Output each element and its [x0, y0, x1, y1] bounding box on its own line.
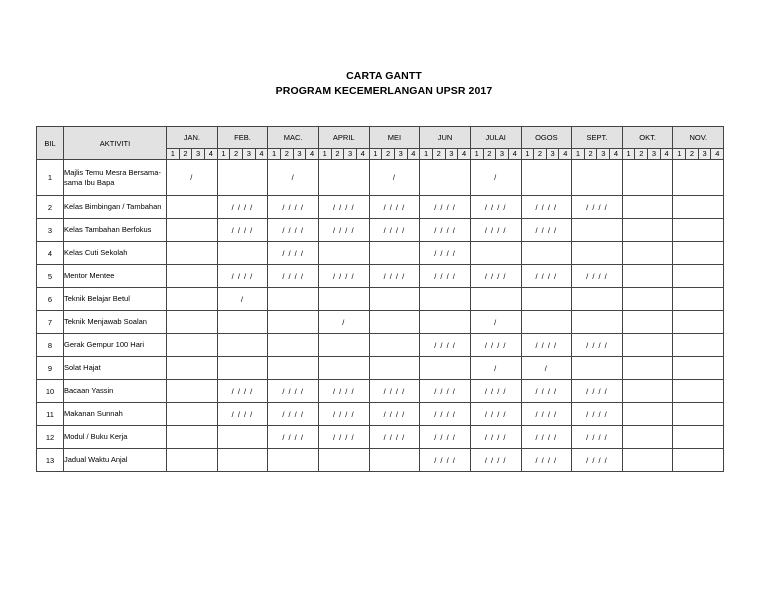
month-cell: / / / /: [369, 219, 420, 242]
header-week: 1: [369, 149, 382, 160]
row-number: 7: [37, 311, 64, 334]
header-month: APRIL: [318, 127, 369, 149]
row-number: 3: [37, 219, 64, 242]
month-cell: [622, 288, 673, 311]
month-cell: / / / /: [572, 449, 623, 472]
month-cell: [217, 357, 268, 380]
month-cell: / / / /: [572, 403, 623, 426]
month-cell: [217, 449, 268, 472]
month-cell: [268, 449, 319, 472]
month-cell: [318, 449, 369, 472]
table-row: [37, 426, 724, 449]
table-row: [37, 219, 724, 242]
row-activity: Teknik Belajar Betul: [64, 288, 167, 311]
month-cell: / / / /: [521, 449, 572, 472]
header-week: 3: [546, 149, 559, 160]
header-week: 4: [458, 149, 471, 160]
table-row: [37, 196, 724, 219]
month-cell: / / / /: [521, 380, 572, 403]
header-week: 2: [584, 149, 597, 160]
gantt-chart-table: [36, 126, 724, 472]
month-cell: / / / /: [470, 403, 521, 426]
month-cell: [470, 288, 521, 311]
month-cell: [673, 311, 724, 334]
month-cell: [673, 380, 724, 403]
month-cell: /: [268, 160, 319, 196]
month-cell: [572, 357, 623, 380]
month-cell: [622, 311, 673, 334]
month-cell: [673, 334, 724, 357]
header-month: MAC.: [268, 127, 319, 149]
month-cell: [167, 334, 218, 357]
month-cell: / / / /: [217, 219, 268, 242]
month-cell: [167, 265, 218, 288]
header-week: 2: [331, 149, 344, 160]
month-cell: [521, 288, 572, 311]
month-cell: / / / /: [268, 242, 319, 265]
row-activity: Kelas Tambahan Berfokus: [64, 219, 167, 242]
month-cell: [622, 403, 673, 426]
month-cell: / / / /: [369, 426, 420, 449]
month-cell: [673, 160, 724, 196]
month-cell: [622, 160, 673, 196]
header-week: 2: [382, 149, 395, 160]
month-cell: [622, 265, 673, 288]
header-week: 4: [711, 149, 724, 160]
table-row: [37, 160, 724, 196]
table-row: [37, 357, 724, 380]
month-cell: [167, 426, 218, 449]
month-cell: [369, 288, 420, 311]
header-week: 2: [686, 149, 699, 160]
header-week: 3: [597, 149, 610, 160]
month-cell: / / / /: [420, 380, 471, 403]
row-number: 5: [37, 265, 64, 288]
month-cell: / / / /: [572, 380, 623, 403]
month-cell: [167, 449, 218, 472]
month-cell: [217, 160, 268, 196]
row-number: 9: [37, 357, 64, 380]
month-cell: / / / /: [217, 196, 268, 219]
header-week: 4: [407, 149, 420, 160]
header-week: 2: [534, 149, 547, 160]
row-activity: Gerak Gempur 100 Hari: [64, 334, 167, 357]
month-cell: / / / /: [268, 219, 319, 242]
header-week: 1: [268, 149, 281, 160]
month-cell: /: [167, 160, 218, 196]
month-cell: / / / /: [318, 403, 369, 426]
month-cell: [369, 334, 420, 357]
row-activity: Jadual Waktu Anjal: [64, 449, 167, 472]
header-month: OGOS: [521, 127, 572, 149]
month-cell: /: [470, 160, 521, 196]
month-cell: / / / /: [470, 334, 521, 357]
month-cell: /: [470, 311, 521, 334]
month-cell: [420, 288, 471, 311]
row-number: 11: [37, 403, 64, 426]
month-cell: / / / /: [369, 265, 420, 288]
month-cell: [622, 426, 673, 449]
header-week: 2: [230, 149, 243, 160]
row-number: 2: [37, 196, 64, 219]
month-cell: [673, 196, 724, 219]
header-week: 1: [622, 149, 635, 160]
month-cell: [622, 219, 673, 242]
month-cell: / / / /: [268, 426, 319, 449]
month-cell: [167, 196, 218, 219]
month-cell: / / / /: [470, 219, 521, 242]
month-cell: [167, 219, 218, 242]
row-activity: Modul / Buku Kerja: [64, 426, 167, 449]
table-body: [37, 160, 724, 472]
row-activity: Mentor Mentee: [64, 265, 167, 288]
header-week: 4: [508, 149, 521, 160]
table-row: [37, 265, 724, 288]
month-cell: / / / /: [521, 334, 572, 357]
month-cell: / / / /: [420, 334, 471, 357]
header-month: MEI: [369, 127, 420, 149]
month-cell: / / / /: [521, 219, 572, 242]
header-month: OKT.: [622, 127, 673, 149]
month-cell: / / / /: [572, 196, 623, 219]
header-week: 4: [255, 149, 268, 160]
month-cell: / / / /: [521, 403, 572, 426]
month-cell: [268, 288, 319, 311]
month-cell: [318, 357, 369, 380]
row-number: 6: [37, 288, 64, 311]
month-cell: [673, 219, 724, 242]
month-cell: [572, 219, 623, 242]
month-cell: / / / /: [268, 265, 319, 288]
month-cell: [369, 311, 420, 334]
month-cell: / / / /: [217, 380, 268, 403]
month-cell: [673, 242, 724, 265]
month-cell: / / / /: [420, 196, 471, 219]
month-cell: / / / /: [268, 403, 319, 426]
month-cell: [369, 449, 420, 472]
month-cell: [420, 311, 471, 334]
row-number: 4: [37, 242, 64, 265]
month-cell: / / / /: [318, 426, 369, 449]
header-week: 4: [610, 149, 623, 160]
header-week: 3: [242, 149, 255, 160]
header-month: JULAI: [470, 127, 521, 149]
month-cell: / / / /: [318, 380, 369, 403]
month-cell: [369, 357, 420, 380]
month-cell: [673, 357, 724, 380]
month-cell: / / / /: [369, 196, 420, 219]
month-cell: [572, 288, 623, 311]
month-cell: [673, 403, 724, 426]
month-cell: / / / /: [521, 265, 572, 288]
month-cell: [268, 357, 319, 380]
row-activity: Teknik Menjawab Soalan: [64, 311, 167, 334]
month-cell: / / / /: [268, 196, 319, 219]
month-cell: / / / /: [470, 426, 521, 449]
row-number: 1: [37, 160, 64, 196]
header-week: 4: [660, 149, 673, 160]
month-cell: / / / /: [470, 380, 521, 403]
month-cell: /: [470, 357, 521, 380]
month-cell: [167, 380, 218, 403]
header-week: 2: [179, 149, 192, 160]
table-row: [37, 242, 724, 265]
month-cell: [521, 242, 572, 265]
header-week: 1: [420, 149, 433, 160]
month-cell: [572, 160, 623, 196]
month-cell: /: [318, 311, 369, 334]
month-cell: [572, 242, 623, 265]
month-cell: [369, 242, 420, 265]
header-month: JAN.: [167, 127, 218, 149]
month-cell: [470, 242, 521, 265]
month-cell: / / / /: [572, 426, 623, 449]
table-row: [37, 403, 724, 426]
month-cell: / / / /: [420, 242, 471, 265]
table-row: [37, 380, 724, 403]
month-cell: [622, 196, 673, 219]
month-cell: / / / /: [318, 196, 369, 219]
row-activity: Majlis Temu Mesra Bersama-sama Ibu Bapa: [64, 160, 167, 196]
month-cell: / / / /: [470, 449, 521, 472]
header-week: 2: [432, 149, 445, 160]
month-cell: / / / /: [420, 449, 471, 472]
month-cell: [217, 334, 268, 357]
month-cell: / / / /: [572, 265, 623, 288]
header-week: 1: [572, 149, 585, 160]
month-cell: / / / /: [369, 380, 420, 403]
month-cell: [572, 311, 623, 334]
header-week: 3: [192, 149, 205, 160]
month-cell: [318, 334, 369, 357]
row-number: 10: [37, 380, 64, 403]
month-cell: /: [521, 357, 572, 380]
header-week: 2: [280, 149, 293, 160]
month-cell: / / / /: [268, 380, 319, 403]
header-week: 1: [521, 149, 534, 160]
month-cell: / / / /: [420, 265, 471, 288]
header-week: 3: [496, 149, 509, 160]
month-cell: / / / /: [470, 196, 521, 219]
table-row: [37, 449, 724, 472]
header-week: 1: [167, 149, 180, 160]
header-month: NOV.: [673, 127, 724, 149]
header-week: 3: [394, 149, 407, 160]
month-cell: [217, 311, 268, 334]
month-cell: [420, 357, 471, 380]
table-row: [37, 311, 724, 334]
month-cell: / / / /: [521, 426, 572, 449]
row-activity: Makanan Sunnah: [64, 403, 167, 426]
month-cell: / / / /: [521, 196, 572, 219]
table-row: [37, 334, 724, 357]
month-cell: [521, 160, 572, 196]
header-week: 4: [356, 149, 369, 160]
header-week: 4: [204, 149, 217, 160]
header-bil: BIL: [37, 127, 64, 160]
month-cell: [318, 288, 369, 311]
month-cell: [217, 426, 268, 449]
table-header: [37, 127, 724, 160]
month-cell: [167, 311, 218, 334]
header-month: SEPT.: [572, 127, 623, 149]
month-cell: [167, 288, 218, 311]
month-cell: /: [217, 288, 268, 311]
month-cell: [167, 403, 218, 426]
header-week: 4: [559, 149, 572, 160]
month-cell: / / / /: [420, 426, 471, 449]
row-activity: Kelas Bimbingan / Tambahan: [64, 196, 167, 219]
month-cell: / / / /: [318, 265, 369, 288]
document-subtitle: PROGRAM KECEMERLANGAN UPSR 2017: [275, 85, 493, 97]
document-title: CARTA GANTT: [346, 70, 422, 82]
month-cell: / / / /: [572, 334, 623, 357]
header-week: 4: [306, 149, 319, 160]
header-week: 3: [344, 149, 357, 160]
month-cell: [167, 357, 218, 380]
month-cell: [673, 449, 724, 472]
month-cell: [217, 242, 268, 265]
header-week: 1: [673, 149, 686, 160]
month-cell: [268, 334, 319, 357]
month-cell: /: [369, 160, 420, 196]
month-cell: [268, 311, 319, 334]
month-cell: / / / /: [470, 265, 521, 288]
row-activity: Solat Hajat: [64, 357, 167, 380]
header-month: JUN: [420, 127, 471, 149]
month-cell: / / / /: [217, 265, 268, 288]
header-week: 1: [470, 149, 483, 160]
month-cell: [167, 242, 218, 265]
month-cell: [420, 160, 471, 196]
month-cell: [622, 449, 673, 472]
row-activity: Bacaan Yassin: [64, 380, 167, 403]
row-number: 12: [37, 426, 64, 449]
month-cell: / / / /: [420, 219, 471, 242]
table-row: [37, 288, 724, 311]
row-number: 13: [37, 449, 64, 472]
row-number: 8: [37, 334, 64, 357]
header-week: 2: [483, 149, 496, 160]
month-cell: [622, 380, 673, 403]
month-cell: [673, 288, 724, 311]
header-week: 3: [698, 149, 711, 160]
header-week: 1: [217, 149, 230, 160]
header-week: 1: [318, 149, 331, 160]
header-week: 3: [293, 149, 306, 160]
row-activity: Kelas Cuti Sekolah: [64, 242, 167, 265]
month-cell: / / / /: [217, 403, 268, 426]
header-week: 3: [648, 149, 661, 160]
month-cell: [673, 426, 724, 449]
month-cell: [318, 160, 369, 196]
month-cell: [622, 357, 673, 380]
header-month: FEB.: [217, 127, 268, 149]
month-cell: [318, 242, 369, 265]
header-week: 2: [635, 149, 648, 160]
header-activity: AKTIVITI: [64, 127, 167, 160]
month-cell: [521, 311, 572, 334]
month-cell: [673, 265, 724, 288]
month-cell: / / / /: [318, 219, 369, 242]
month-cell: / / / /: [369, 403, 420, 426]
month-cell: [622, 334, 673, 357]
header-week: 3: [445, 149, 458, 160]
month-cell: / / / /: [420, 403, 471, 426]
month-cell: [622, 242, 673, 265]
